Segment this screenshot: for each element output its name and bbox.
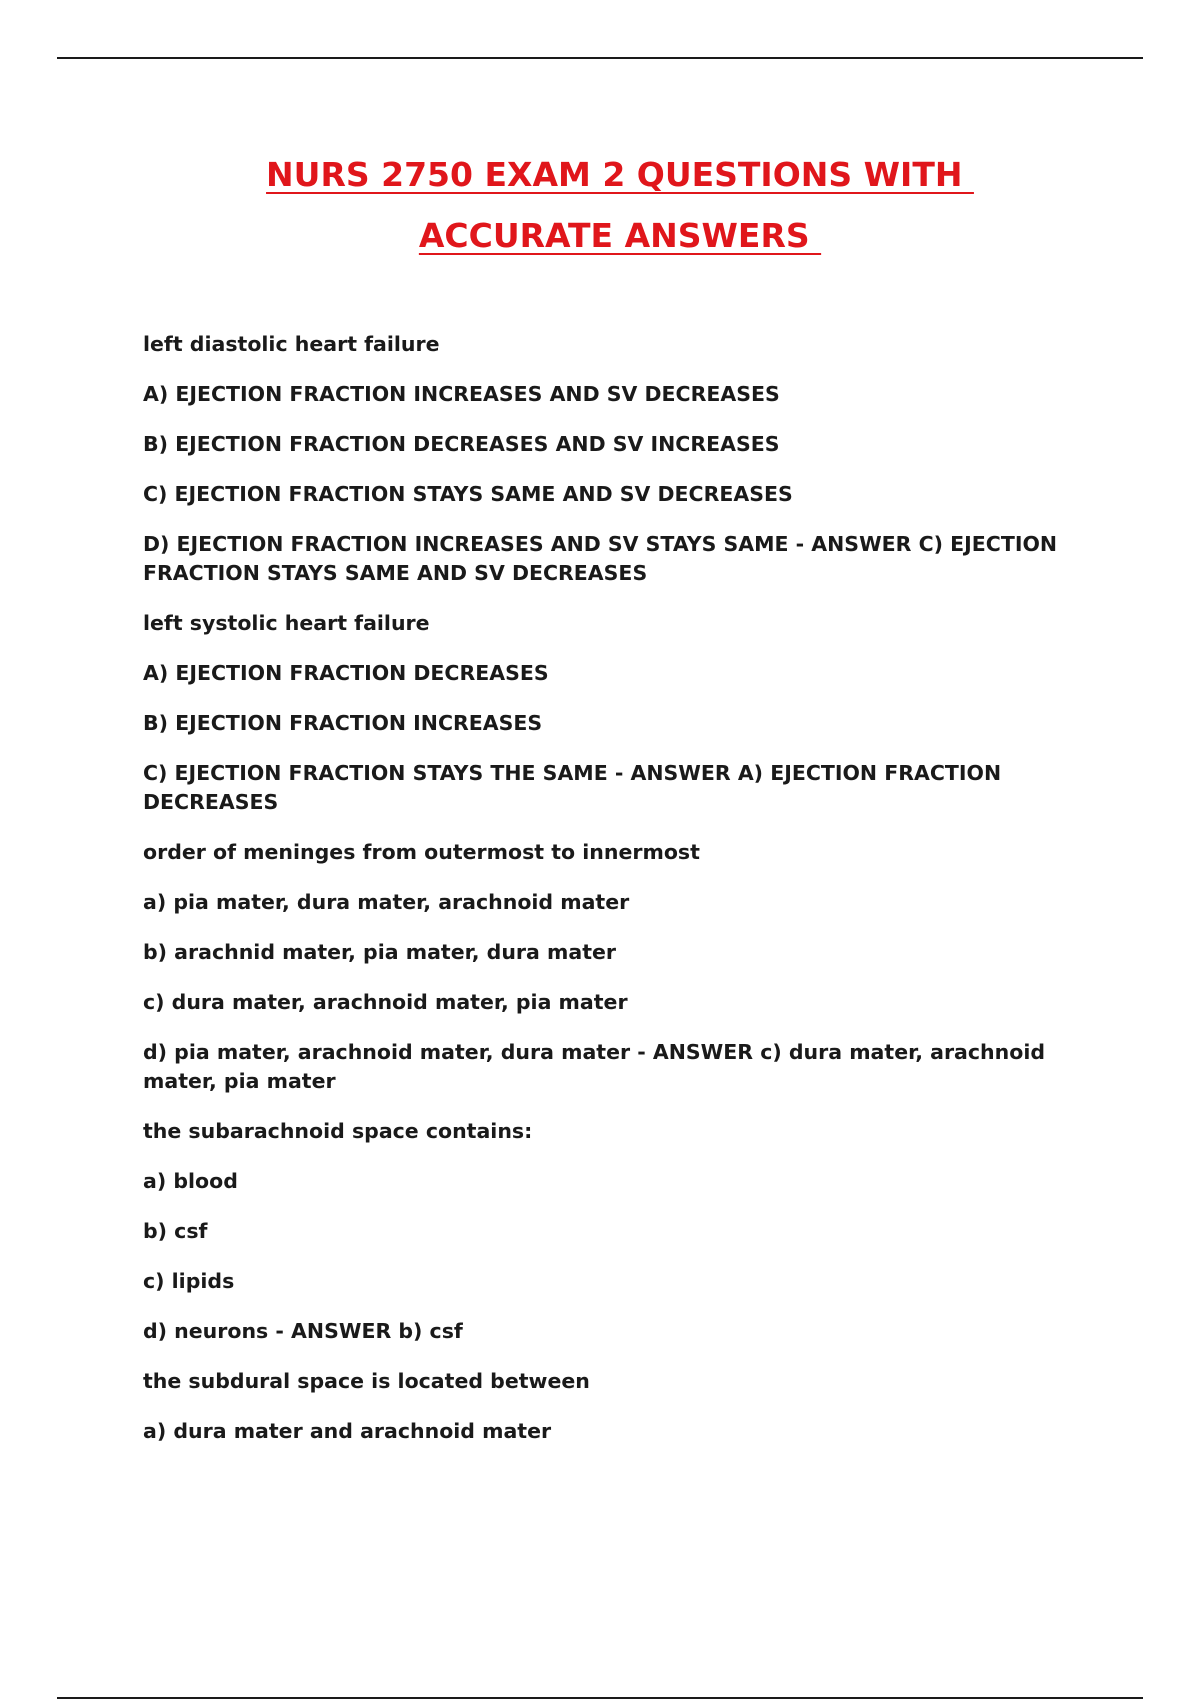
question-4-option-c: c) lipids: [143, 1269, 235, 1293]
question-1-option-c: C) EJECTION FRACTION STAYS SAME AND SV DECREASES: [143, 482, 793, 506]
question-1-stem: left diastolic heart failure: [143, 332, 440, 356]
question-3-option-b: b) arachnid mater, pia mater, dura mater: [143, 940, 617, 964]
question-1-option-a: A) EJECTION FRACTION INCREASES AND SV DECREASES: [143, 382, 780, 406]
question-2-option-c-answer: C) EJECTION FRACTION STAYS THE SAME - ANSWER A) EJECTION FRACTION DECREASES: [143, 761, 1002, 814]
question-1-option-d-answer: D) EJECTION FRACTION INCREASES AND SV STAYS SAME - ANSWER C) EJECTION FRACTION STAYS SAME AND SV DECREASES: [143, 532, 1058, 585]
question-3-option-d-answer: d) pia mater, arachnoid mater, dura mater - ANSWER c) dura mater, arachnoid mater, pia mater: [143, 1040, 1046, 1093]
question-5-option-a: a) dura mater and arachnoid mater: [143, 1419, 552, 1443]
question-3-option-a: a) pia mater, dura mater, arachnoid mater: [143, 890, 630, 914]
title-line-2: ACCURATE ANSWERS: [418, 216, 822, 255]
document-body: [143, 330, 1083, 1467]
bottom-rule: [57, 1697, 1143, 1699]
question-4-option-b: b) csf: [143, 1219, 208, 1243]
question-4-option-d-answer: d) neurons - ANSWER b) csf: [143, 1319, 463, 1343]
title-line-1: NURS 2750 EXAM 2 QUESTIONS WITH: [266, 155, 974, 194]
question-4-option-a: a) blood: [143, 1169, 238, 1193]
top-rule: [57, 57, 1143, 59]
question-2-stem: left systolic heart failure: [143, 611, 430, 635]
question-5-stem: the subdural space is located between: [143, 1369, 590, 1393]
question-2-option-a: A) EJECTION FRACTION DECREASES: [143, 661, 549, 685]
question-2-option-b: B) EJECTION FRACTION INCREASES: [143, 711, 543, 735]
question-4-stem: the subarachnoid space contains:: [143, 1119, 533, 1143]
document-title: [0, 144, 1200, 266]
question-1-option-b: B) EJECTION FRACTION DECREASES AND SV INCREASES: [143, 432, 780, 456]
question-3-stem: order of meninges from outermost to innermost: [143, 840, 700, 864]
question-3-option-c: c) dura mater, arachnoid mater, pia mater: [143, 990, 628, 1014]
